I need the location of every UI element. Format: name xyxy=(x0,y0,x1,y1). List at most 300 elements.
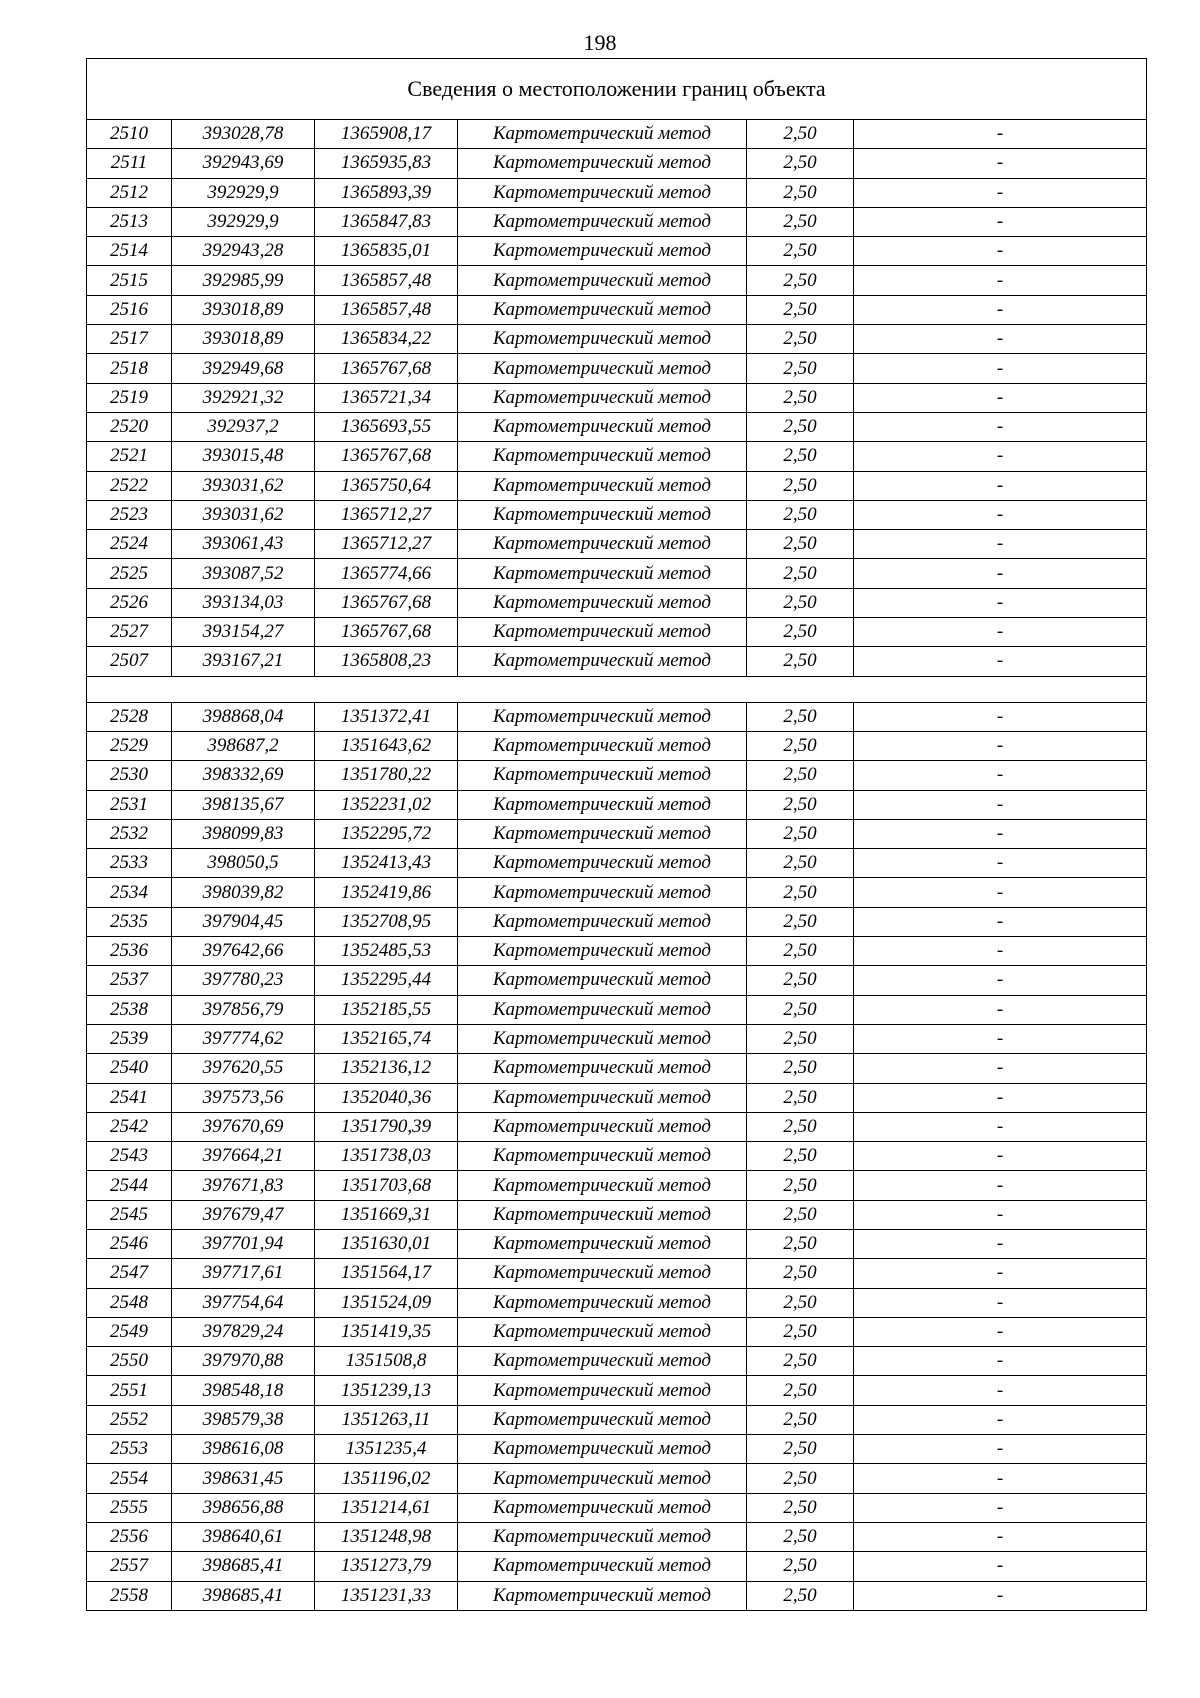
cell-accuracy: 2,50 xyxy=(747,1493,854,1522)
cell-coordinate-y: 1365835,01 xyxy=(315,237,458,266)
cell-coordinate-x: 393031,62 xyxy=(172,500,315,529)
cell-description: - xyxy=(854,1142,1147,1171)
table-row xyxy=(87,266,1147,295)
cell-accuracy: 2,50 xyxy=(747,500,854,529)
cell-coordinate-y: 1351508,8 xyxy=(315,1347,458,1376)
cell-method: Картометрический метод xyxy=(458,1229,747,1258)
cell-description: - xyxy=(854,1464,1147,1493)
cell-method: Картометрический метод xyxy=(458,995,747,1024)
table-row xyxy=(87,295,1147,324)
cell-point-number: 2540 xyxy=(87,1054,172,1083)
table-title: Сведения о местоположении границ объекта xyxy=(87,59,1147,120)
cell-point-number: 2519 xyxy=(87,383,172,412)
cell-method: Картометрический метод xyxy=(458,1024,747,1053)
cell-accuracy: 2,50 xyxy=(747,761,854,790)
cell-coordinate-x: 398631,45 xyxy=(172,1464,315,1493)
cell-coordinate-x: 392929,9 xyxy=(172,207,315,236)
cell-description: - xyxy=(854,937,1147,966)
page-number: 198 xyxy=(583,30,617,55)
cell-coordinate-x: 392921,32 xyxy=(172,383,315,412)
cell-accuracy: 2,50 xyxy=(747,907,854,936)
cell-accuracy: 2,50 xyxy=(747,966,854,995)
cell-accuracy: 2,50 xyxy=(747,1288,854,1317)
table-row xyxy=(87,1317,1147,1346)
cell-point-number: 2518 xyxy=(87,354,172,383)
cell-method: Картометрический метод xyxy=(458,120,747,149)
cell-coordinate-x: 397774,62 xyxy=(172,1024,315,1053)
table-row xyxy=(87,471,1147,500)
cell-accuracy: 2,50 xyxy=(747,647,854,676)
cell-point-number: 2530 xyxy=(87,761,172,790)
cell-method: Картометрический метод xyxy=(458,1083,747,1112)
cell-method: Картометрический метод xyxy=(458,1054,747,1083)
cell-point-number: 2539 xyxy=(87,1024,172,1053)
cell-accuracy: 2,50 xyxy=(747,412,854,441)
cell-point-number: 2512 xyxy=(87,178,172,207)
cell-coordinate-x: 398685,41 xyxy=(172,1581,315,1610)
cell-coordinate-y: 1365857,48 xyxy=(315,295,458,324)
cell-accuracy: 2,50 xyxy=(747,295,854,324)
cell-point-number: 2536 xyxy=(87,937,172,966)
table-row xyxy=(87,1376,1147,1405)
cell-method: Картометрический метод xyxy=(458,1171,747,1200)
cell-method: Картометрический метод xyxy=(458,295,747,324)
cell-method: Картометрический метод xyxy=(458,937,747,966)
cell-point-number: 2522 xyxy=(87,471,172,500)
cell-point-number: 2548 xyxy=(87,1288,172,1317)
cell-accuracy: 2,50 xyxy=(747,266,854,295)
cell-method: Картометрический метод xyxy=(458,1200,747,1229)
table-row xyxy=(87,1054,1147,1083)
cell-method: Картометрический метод xyxy=(458,1464,747,1493)
cell-coordinate-y: 1351196,02 xyxy=(315,1464,458,1493)
cell-description: - xyxy=(854,149,1147,178)
cell-method: Картометрический метод xyxy=(458,266,747,295)
cell-description: - xyxy=(854,500,1147,529)
cell-coordinate-x: 397664,21 xyxy=(172,1142,315,1171)
cell-accuracy: 2,50 xyxy=(747,178,854,207)
cell-method: Картометрический метод xyxy=(458,1376,747,1405)
cell-description: - xyxy=(854,559,1147,588)
cell-description: - xyxy=(854,790,1147,819)
cell-description: - xyxy=(854,1083,1147,1112)
cell-coordinate-y: 1351630,01 xyxy=(315,1229,458,1258)
cell-coordinate-y: 1351214,61 xyxy=(315,1493,458,1522)
table-row xyxy=(87,1171,1147,1200)
cell-description: - xyxy=(854,819,1147,848)
cell-accuracy: 2,50 xyxy=(747,819,854,848)
cell-coordinate-x: 398548,18 xyxy=(172,1376,315,1405)
cell-coordinate-x: 398640,61 xyxy=(172,1522,315,1551)
cell-method: Картометрический метод xyxy=(458,702,747,731)
cell-point-number: 2542 xyxy=(87,1112,172,1141)
table-row xyxy=(87,1347,1147,1376)
cell-description: - xyxy=(854,412,1147,441)
cell-coordinate-x: 397620,55 xyxy=(172,1054,315,1083)
cell-coordinate-y: 1351790,39 xyxy=(315,1112,458,1141)
cell-description: - xyxy=(854,442,1147,471)
cell-accuracy: 2,50 xyxy=(747,1259,854,1288)
cell-description: - xyxy=(854,1054,1147,1083)
cell-description: - xyxy=(854,1493,1147,1522)
cell-accuracy: 2,50 xyxy=(747,1200,854,1229)
cell-point-number: 2515 xyxy=(87,266,172,295)
cell-coordinate-y: 1351524,09 xyxy=(315,1288,458,1317)
cell-description: - xyxy=(854,849,1147,878)
table-row xyxy=(87,1493,1147,1522)
cell-accuracy: 2,50 xyxy=(747,1552,854,1581)
cell-coordinate-y: 1365847,83 xyxy=(315,207,458,236)
cell-point-number: 2555 xyxy=(87,1493,172,1522)
table-row xyxy=(87,178,1147,207)
cell-accuracy: 2,50 xyxy=(747,1142,854,1171)
cell-point-number: 2533 xyxy=(87,849,172,878)
cell-point-number: 2507 xyxy=(87,647,172,676)
cell-coordinate-y: 1365908,17 xyxy=(315,120,458,149)
cell-coordinate-y: 1365767,68 xyxy=(315,618,458,647)
cell-coordinate-y: 1352485,53 xyxy=(315,937,458,966)
table-row xyxy=(87,731,1147,760)
cell-coordinate-y: 1365721,34 xyxy=(315,383,458,412)
cell-coordinate-x: 393031,62 xyxy=(172,471,315,500)
table-row xyxy=(87,383,1147,412)
cell-description: - xyxy=(854,907,1147,936)
cell-coordinate-x: 397573,56 xyxy=(172,1083,315,1112)
cell-accuracy: 2,50 xyxy=(747,618,854,647)
cell-description: - xyxy=(854,1347,1147,1376)
cell-method: Картометрический метод xyxy=(458,907,747,936)
cell-point-number: 2532 xyxy=(87,819,172,848)
cell-method: Картометрический метод xyxy=(458,559,747,588)
cell-method: Картометрический метод xyxy=(458,530,747,559)
table-row xyxy=(87,995,1147,1024)
cell-accuracy: 2,50 xyxy=(747,995,854,1024)
cell-coordinate-y: 1352165,74 xyxy=(315,1024,458,1053)
cell-coordinate-x: 398099,83 xyxy=(172,819,315,848)
cell-accuracy: 2,50 xyxy=(747,559,854,588)
cell-coordinate-y: 1351738,03 xyxy=(315,1142,458,1171)
cell-method: Картометрический метод xyxy=(458,790,747,819)
cell-coordinate-y: 1365767,68 xyxy=(315,588,458,617)
cell-point-number: 2535 xyxy=(87,907,172,936)
cell-accuracy: 2,50 xyxy=(747,588,854,617)
cell-point-number: 2531 xyxy=(87,790,172,819)
cell-coordinate-x: 398039,82 xyxy=(172,878,315,907)
cell-method: Картометрический метод xyxy=(458,1552,747,1581)
table-row xyxy=(87,702,1147,731)
cell-accuracy: 2,50 xyxy=(747,1581,854,1610)
cell-description: - xyxy=(854,178,1147,207)
table-row xyxy=(87,1581,1147,1610)
cell-accuracy: 2,50 xyxy=(747,1024,854,1053)
cell-coordinate-x: 397701,94 xyxy=(172,1229,315,1258)
cell-coordinate-y: 1352040,36 xyxy=(315,1083,458,1112)
cell-method: Картометрический метод xyxy=(458,618,747,647)
table-row xyxy=(87,149,1147,178)
table-row xyxy=(87,1464,1147,1493)
cell-accuracy: 2,50 xyxy=(747,471,854,500)
table-body xyxy=(87,59,1147,1611)
cell-coordinate-x: 398685,41 xyxy=(172,1552,315,1581)
table-row xyxy=(87,120,1147,149)
cell-coordinate-y: 1351372,41 xyxy=(315,702,458,731)
table-row xyxy=(87,237,1147,266)
cell-accuracy: 2,50 xyxy=(747,442,854,471)
cell-accuracy: 2,50 xyxy=(747,325,854,354)
cell-point-number: 2524 xyxy=(87,530,172,559)
table-row xyxy=(87,1200,1147,1229)
cell-description: - xyxy=(854,266,1147,295)
table-row xyxy=(87,1405,1147,1434)
cell-coordinate-x: 393018,89 xyxy=(172,325,315,354)
table-row xyxy=(87,500,1147,529)
cell-accuracy: 2,50 xyxy=(747,530,854,559)
cell-method: Картометрический метод xyxy=(458,178,747,207)
cell-accuracy: 2,50 xyxy=(747,1522,854,1551)
cell-description: - xyxy=(854,120,1147,149)
cell-accuracy: 2,50 xyxy=(747,1317,854,1346)
cell-point-number: 2510 xyxy=(87,120,172,149)
cell-method: Картометрический метод xyxy=(458,731,747,760)
cell-point-number: 2557 xyxy=(87,1552,172,1581)
cell-method: Картометрический метод xyxy=(458,819,747,848)
cell-coordinate-x: 392929,9 xyxy=(172,178,315,207)
cell-point-number: 2528 xyxy=(87,702,172,731)
cell-accuracy: 2,50 xyxy=(747,1112,854,1141)
cell-coordinate-x: 392943,69 xyxy=(172,149,315,178)
cell-coordinate-x: 398050,5 xyxy=(172,849,315,878)
cell-coordinate-y: 1351273,79 xyxy=(315,1552,458,1581)
cell-description: - xyxy=(854,1317,1147,1346)
cell-accuracy: 2,50 xyxy=(747,790,854,819)
cell-method: Картометрический метод xyxy=(458,1142,747,1171)
cell-description: - xyxy=(854,1552,1147,1581)
cell-coordinate-y: 1352136,12 xyxy=(315,1054,458,1083)
cell-method: Картометрический метод xyxy=(458,149,747,178)
cell-coordinate-x: 398616,08 xyxy=(172,1435,315,1464)
cell-description: - xyxy=(854,1171,1147,1200)
cell-method: Картометрический метод xyxy=(458,412,747,441)
cell-description: - xyxy=(854,354,1147,383)
cell-coordinate-y: 1351643,62 xyxy=(315,731,458,760)
cell-description: - xyxy=(854,647,1147,676)
cell-coordinate-y: 1351231,33 xyxy=(315,1581,458,1610)
cell-coordinate-x: 397970,88 xyxy=(172,1347,315,1376)
cell-coordinate-x: 393061,43 xyxy=(172,530,315,559)
cell-method: Картометрический метод xyxy=(458,354,747,383)
cell-accuracy: 2,50 xyxy=(747,120,854,149)
cell-method: Картометрический метод xyxy=(458,325,747,354)
table-row xyxy=(87,1229,1147,1258)
table-row xyxy=(87,559,1147,588)
cell-description: - xyxy=(854,1288,1147,1317)
cell-description: - xyxy=(854,1200,1147,1229)
cell-description: - xyxy=(854,761,1147,790)
table-row xyxy=(87,530,1147,559)
cell-accuracy: 2,50 xyxy=(747,731,854,760)
cell-point-number: 2534 xyxy=(87,878,172,907)
cell-description: - xyxy=(854,1435,1147,1464)
cell-coordinate-y: 1352419,86 xyxy=(315,878,458,907)
cell-method: Картометрический метод xyxy=(458,383,747,412)
cell-coordinate-x: 397679,47 xyxy=(172,1200,315,1229)
cell-coordinate-y: 1365774,66 xyxy=(315,559,458,588)
cell-accuracy: 2,50 xyxy=(747,937,854,966)
table-row xyxy=(87,588,1147,617)
cell-accuracy: 2,50 xyxy=(747,878,854,907)
cell-description: - xyxy=(854,1376,1147,1405)
table-row xyxy=(87,618,1147,647)
table-row xyxy=(87,819,1147,848)
cell-point-number: 2543 xyxy=(87,1142,172,1171)
cell-coordinate-x: 398687,2 xyxy=(172,731,315,760)
cell-method: Картометрический метод xyxy=(458,1259,747,1288)
cell-coordinate-x: 393018,89 xyxy=(172,295,315,324)
cell-accuracy: 2,50 xyxy=(747,1054,854,1083)
cell-accuracy: 2,50 xyxy=(747,849,854,878)
table-row xyxy=(87,1522,1147,1551)
cell-accuracy: 2,50 xyxy=(747,702,854,731)
table-row xyxy=(87,1552,1147,1581)
cell-description: - xyxy=(854,731,1147,760)
cell-accuracy: 2,50 xyxy=(747,237,854,266)
cell-point-number: 2550 xyxy=(87,1347,172,1376)
cell-coordinate-x: 397717,61 xyxy=(172,1259,315,1288)
cell-coordinate-x: 397780,23 xyxy=(172,966,315,995)
cell-coordinate-x: 397904,45 xyxy=(172,907,315,936)
cell-coordinate-y: 1365834,22 xyxy=(315,325,458,354)
cell-accuracy: 2,50 xyxy=(747,1435,854,1464)
table-row xyxy=(87,878,1147,907)
cell-coordinate-y: 1352708,95 xyxy=(315,907,458,936)
cell-point-number: 2529 xyxy=(87,731,172,760)
cell-coordinate-y: 1365712,27 xyxy=(315,500,458,529)
cell-description: - xyxy=(854,295,1147,324)
cell-coordinate-x: 397670,69 xyxy=(172,1112,315,1141)
cell-description: - xyxy=(854,1259,1147,1288)
table-row xyxy=(87,1112,1147,1141)
cell-coordinate-x: 393015,48 xyxy=(172,442,315,471)
cell-point-number: 2551 xyxy=(87,1376,172,1405)
table-row xyxy=(87,1288,1147,1317)
cell-coordinate-x: 393154,27 xyxy=(172,618,315,647)
table-row xyxy=(87,907,1147,936)
cell-point-number: 2526 xyxy=(87,588,172,617)
cell-method: Картометрический метод xyxy=(458,1288,747,1317)
table-row xyxy=(87,1024,1147,1053)
cell-description: - xyxy=(854,530,1147,559)
cell-method: Картометрический метод xyxy=(458,647,747,676)
cell-point-number: 2537 xyxy=(87,966,172,995)
cell-coordinate-x: 393028,78 xyxy=(172,120,315,149)
cell-accuracy: 2,50 xyxy=(747,1171,854,1200)
cell-method: Картометрический метод xyxy=(458,761,747,790)
cell-coordinate-y: 1365693,55 xyxy=(315,412,458,441)
cell-coordinate-x: 398656,88 xyxy=(172,1493,315,1522)
cell-description: - xyxy=(854,1112,1147,1141)
cell-description: - xyxy=(854,966,1147,995)
cell-coordinate-y: 1351263,11 xyxy=(315,1405,458,1434)
table-row xyxy=(87,849,1147,878)
table-row xyxy=(87,325,1147,354)
cell-method: Картометрический метод xyxy=(458,1317,747,1346)
cell-point-number: 2541 xyxy=(87,1083,172,1112)
cell-coordinate-y: 1351248,98 xyxy=(315,1522,458,1551)
cell-point-number: 2545 xyxy=(87,1200,172,1229)
table-row xyxy=(87,1435,1147,1464)
cell-accuracy: 2,50 xyxy=(747,1229,854,1258)
cell-method: Картометрический метод xyxy=(458,588,747,617)
cell-coordinate-x: 397754,64 xyxy=(172,1288,315,1317)
cell-coordinate-y: 1365808,23 xyxy=(315,647,458,676)
cell-coordinate-y: 1352413,43 xyxy=(315,849,458,878)
cell-method: Картометрический метод xyxy=(458,878,747,907)
cell-point-number: 2538 xyxy=(87,995,172,1024)
cell-coordinate-x: 392943,28 xyxy=(172,237,315,266)
cell-point-number: 2553 xyxy=(87,1435,172,1464)
cell-coordinate-x: 398579,38 xyxy=(172,1405,315,1434)
cell-point-number: 2544 xyxy=(87,1171,172,1200)
boundary-table-container xyxy=(86,58,1146,1611)
table-row xyxy=(87,761,1147,790)
cell-description: - xyxy=(854,325,1147,354)
cell-coordinate-x: 392985,99 xyxy=(172,266,315,295)
cell-coordinate-y: 1365712,27 xyxy=(315,530,458,559)
cell-coordinate-x: 397671,83 xyxy=(172,1171,315,1200)
cell-method: Картометрический метод xyxy=(458,1522,747,1551)
cell-coordinate-y: 1351239,13 xyxy=(315,1376,458,1405)
cell-method: Картометрический метод xyxy=(458,1493,747,1522)
cell-point-number: 2558 xyxy=(87,1581,172,1610)
cell-method: Картометрический метод xyxy=(458,849,747,878)
cell-coordinate-y: 1365857,48 xyxy=(315,266,458,295)
cell-coordinate-y: 1365893,39 xyxy=(315,178,458,207)
cell-coordinate-y: 1351703,68 xyxy=(315,1171,458,1200)
cell-coordinate-x: 398868,04 xyxy=(172,702,315,731)
table-row xyxy=(87,412,1147,441)
cell-description: - xyxy=(854,618,1147,647)
cell-method: Картометрический метод xyxy=(458,207,747,236)
cell-description: - xyxy=(854,702,1147,731)
table-row xyxy=(87,1259,1147,1288)
cell-method: Картометрический метод xyxy=(458,442,747,471)
cell-point-number: 2511 xyxy=(87,149,172,178)
cell-description: - xyxy=(854,1522,1147,1551)
cell-point-number: 2513 xyxy=(87,207,172,236)
table-row xyxy=(87,1083,1147,1112)
cell-coordinate-x: 397829,24 xyxy=(172,1317,315,1346)
cell-coordinate-y: 1351669,31 xyxy=(315,1200,458,1229)
cell-description: - xyxy=(854,878,1147,907)
cell-method: Картометрический метод xyxy=(458,1112,747,1141)
cell-coordinate-y: 1351564,17 xyxy=(315,1259,458,1288)
table-row xyxy=(87,937,1147,966)
cell-coordinate-y: 1352295,72 xyxy=(315,819,458,848)
cell-coordinate-x: 393087,52 xyxy=(172,559,315,588)
cell-description: - xyxy=(854,995,1147,1024)
cell-coordinate-x: 398135,67 xyxy=(172,790,315,819)
table-row xyxy=(87,790,1147,819)
cell-accuracy: 2,50 xyxy=(747,1405,854,1434)
cell-description: - xyxy=(854,1581,1147,1610)
cell-point-number: 2552 xyxy=(87,1405,172,1434)
cell-method: Картометрический метод xyxy=(458,500,747,529)
cell-point-number: 2520 xyxy=(87,412,172,441)
cell-description: - xyxy=(854,237,1147,266)
table-row xyxy=(87,207,1147,236)
cell-coordinate-x: 393134,03 xyxy=(172,588,315,617)
cell-accuracy: 2,50 xyxy=(747,1083,854,1112)
